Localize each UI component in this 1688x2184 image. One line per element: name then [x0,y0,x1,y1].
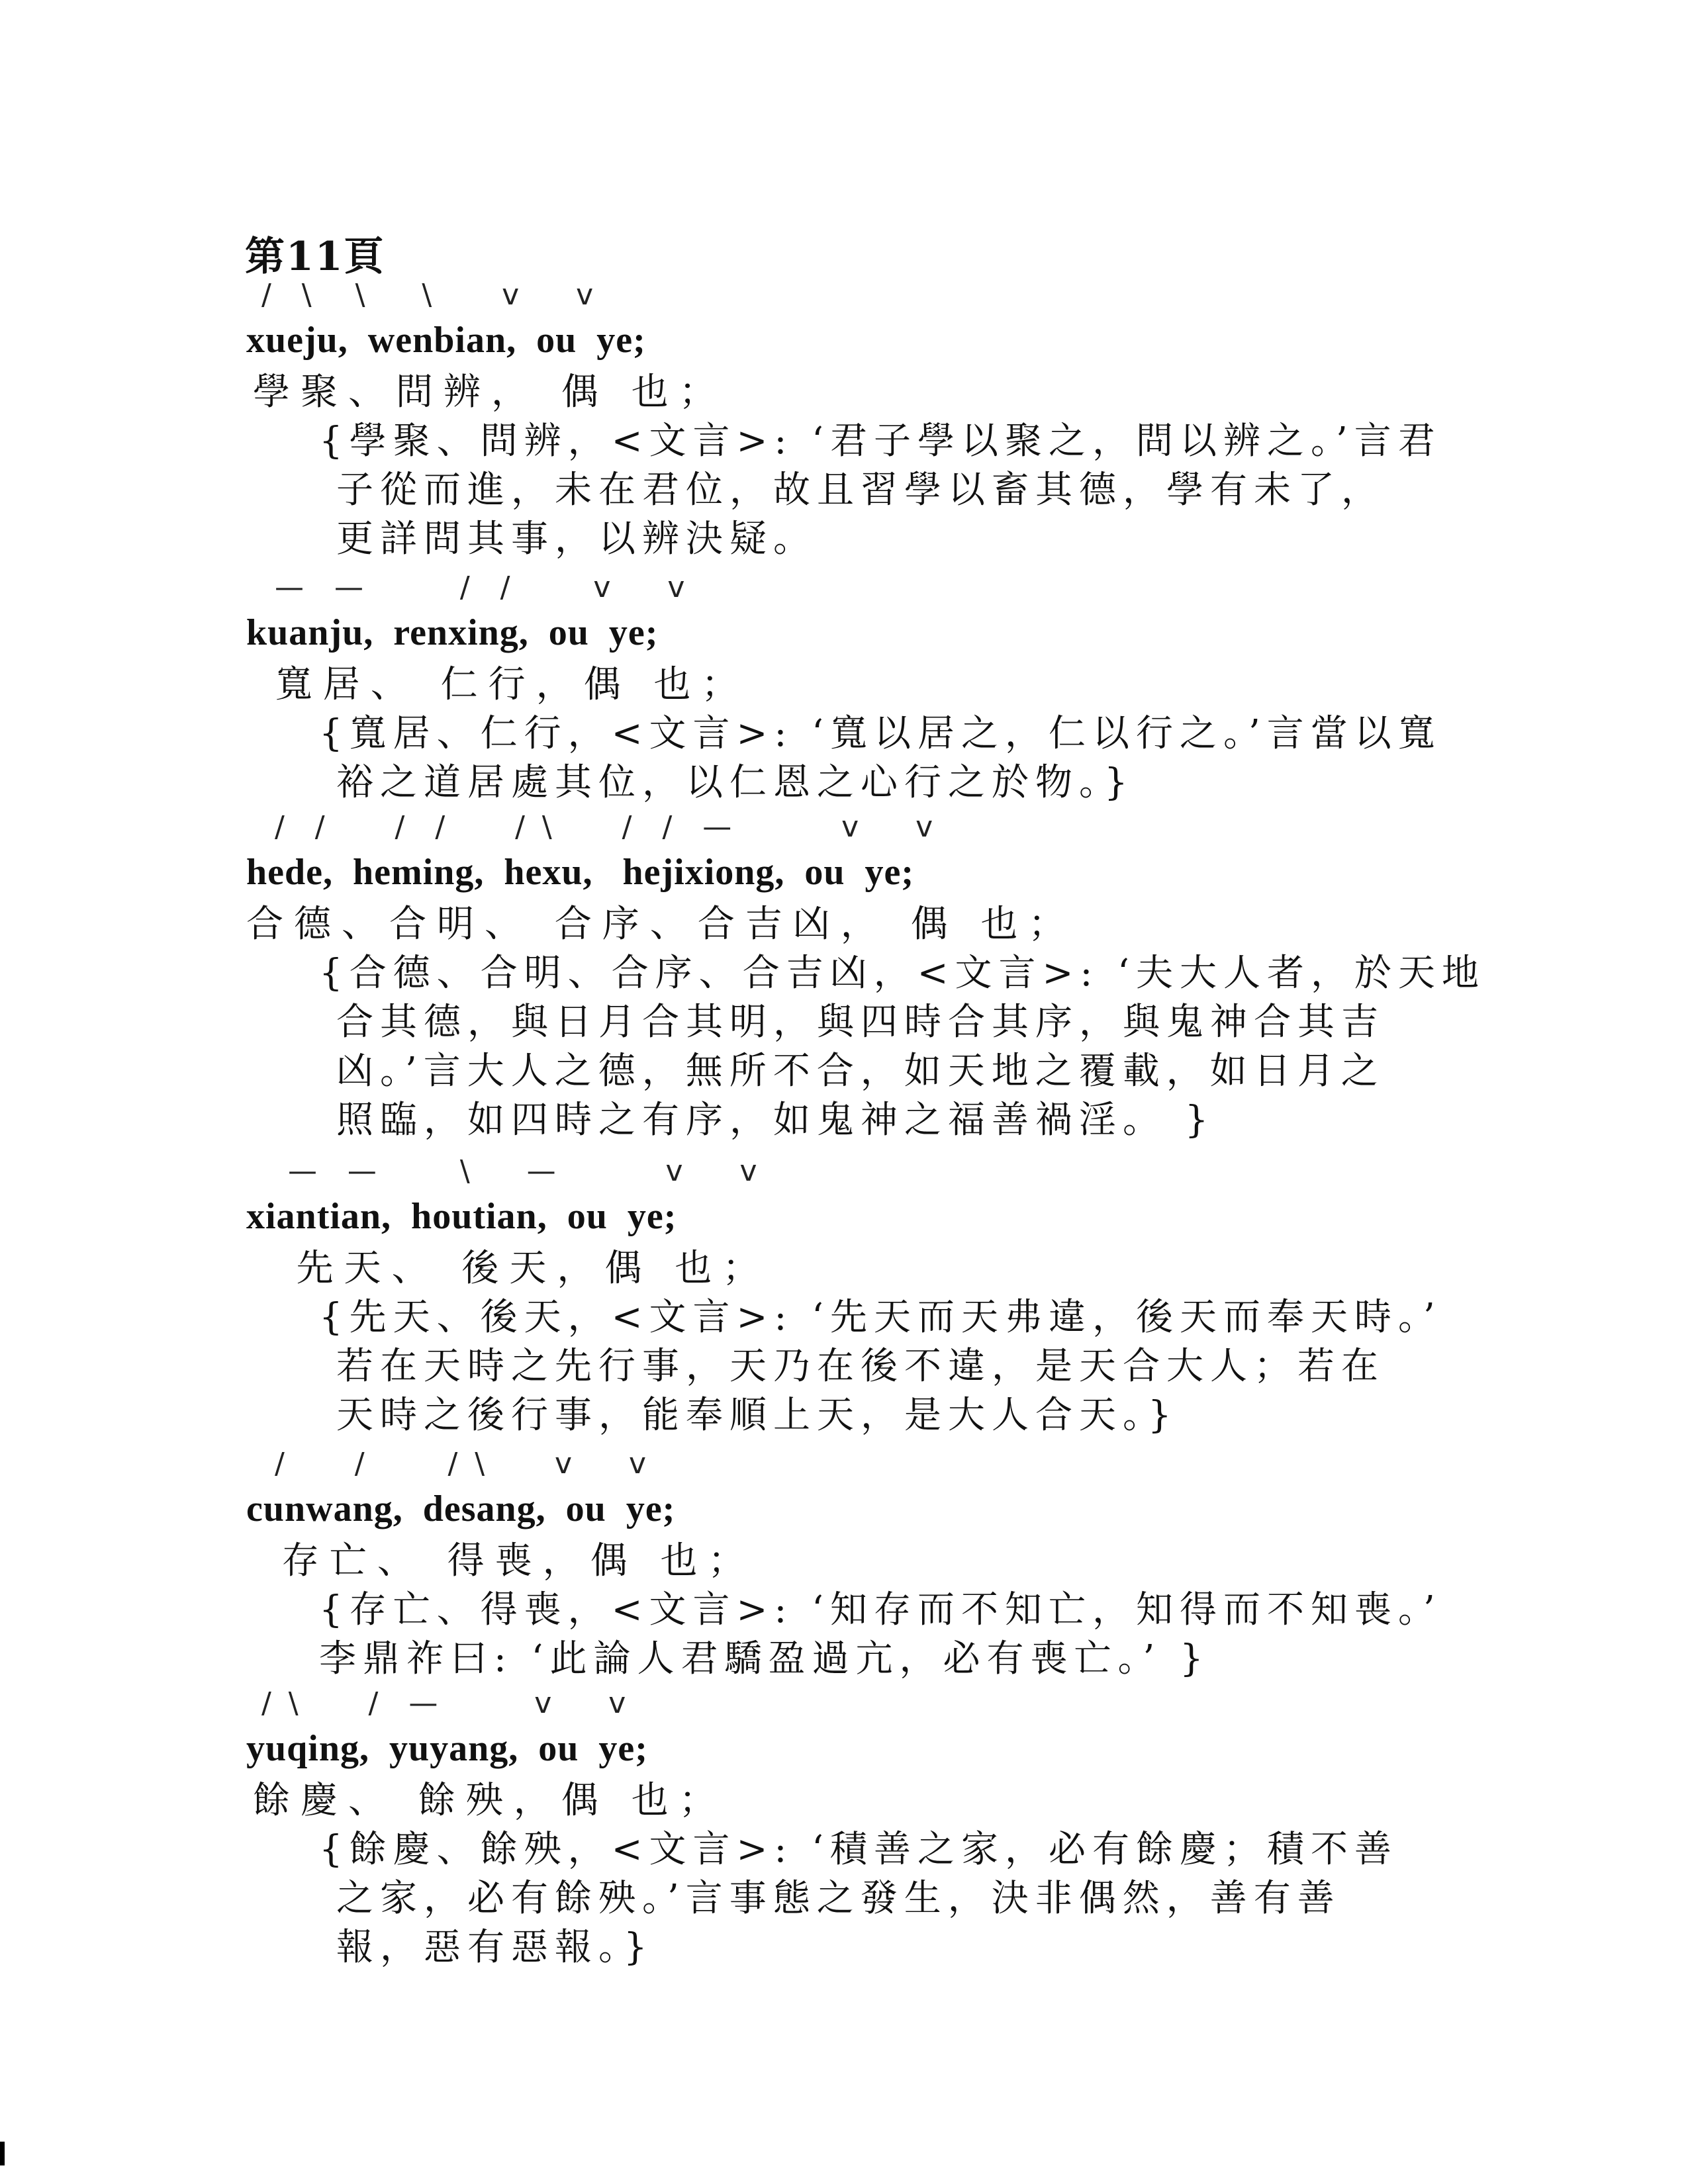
pinyin-line: yuqing, yuyang, ou ye; [246,1728,648,1769]
commentary-line: {存亡、得喪，<文言>: ‘知存而不知亡，知得而不知喪。’ [319,1588,1442,1631]
tone-marks: — — / / v v [248,570,689,604]
commentary-line: 之家，必有餘殃。’言事態之發生，決非偶然，善有善 [336,1877,1341,1920]
commentary-line: 若在天時之先行事，天乃在後不違，是天合大人；若在 [336,1345,1385,1388]
commentary [319,1586,1458,1684]
pinyin-line: hede, heming, hexu, hejixiong, ou ye; [246,852,915,893]
commentary-line: 合其德，與日月合其明，與四時合其序，與鬼神合其吉 [336,1001,1385,1044]
pinyin-line: xiantian, houtian, ou ye; [246,1196,677,1237]
commentary-line: 李鼎祚曰: ‘此論人君驕盈過亢，必有喪亡。’ } [319,1637,1210,1680]
commentary-line: 子從而進，未在君位，故且習學以畜其德，學有未了， [336,469,1385,512]
commentary-line: 凶。’言大人之德，無所不合，如天地之覆載，如日月之 [336,1050,1385,1093]
commentary-line: 裕之道居處其位，以仁恩之心行之於物。} [336,761,1135,804]
hanzi-line: 先天、 後天，偶 也； [252,1247,771,1290]
hanzi-line: 餘慶、 餘殃，偶 也； [253,1779,727,1822]
hanzi-line: 學聚、問辨， 偶 也； [253,371,727,414]
tone-marks: — — \ — v v [248,1154,761,1188]
commentary [319,1293,1458,1440]
tone-marks: / / / / / \ / / — v v [248,810,937,844]
page-title: 第11頁 [245,234,385,280]
commentary-line: 報，惡有惡報。} [336,1926,654,1969]
commentary-line: {學聚、問辨，<文言>: ‘君子學以聚之，問以辨之。’言君 [319,420,1442,463]
commentary-line: 照臨，如四時之有序，如鬼神之福善禍淫。 } [336,1099,1215,1142]
commentary [319,949,1485,1145]
hanzi-line: 存亡、 得喪，偶 也； [259,1539,756,1582]
commentary [319,1825,1458,1972]
pinyin-line: kuanju, renxing, ou ye; [246,612,659,653]
tone-marks: / / / \ v v [248,1447,651,1480]
commentary-line: {寬居、仁行，<文言>: ‘寬以居之，仁以行之。’言當以寬 [319,712,1442,755]
tone-marks: / \ / — v v [248,1686,630,1720]
commentary-line: {合德、合明、合序、合吉凶，<文言>: ‘夫大人者，於天地 [319,952,1485,995]
commentary-line: {餘慶、餘殃，<文言>: ‘積善之家，必有餘慶；積不善 [319,1828,1398,1871]
pinyin-line: cunwang, desang, ou ye; [246,1488,676,1529]
commentary [319,417,1458,564]
scan-edge-mark [0,2142,5,2165]
commentary-line: 天時之後行事，能奉順上天，是大人合天。} [336,1394,1178,1437]
commentary [319,709,1458,807]
hanzi-line: 合德、合明、 合序、合吉凶， 偶 也； [246,903,1076,946]
commentary-line: {先天、後天，<文言>: ‘先天而天弗違，後天而奉天時。’ [319,1296,1442,1339]
commentary-line: 更詳問其事，以辨決疑。 [336,518,817,561]
tone-marks: / \ \ \ v v [248,278,598,312]
pinyin-line: xueju, wenbian, ou ye; [246,320,646,361]
hanzi-line: 寬居、 仁行，偶 也； [253,663,749,706]
